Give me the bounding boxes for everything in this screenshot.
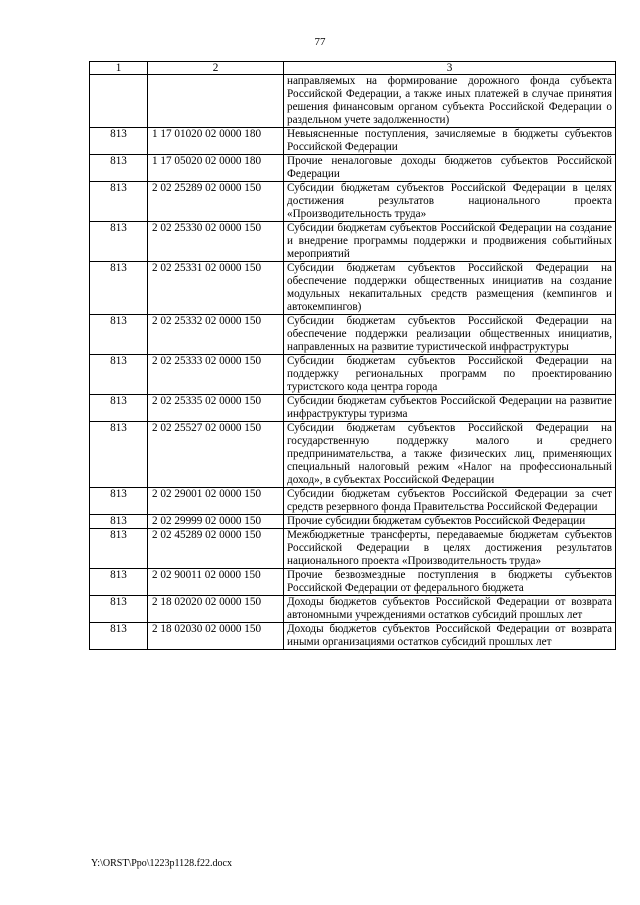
budget-code-cell: 2 02 25335 02 0000 150 (148, 395, 284, 422)
column-header: 1 (90, 62, 148, 75)
admin-code-cell: 813 (90, 515, 148, 529)
table-row (90, 395, 616, 422)
table-row (90, 155, 616, 182)
description-cell: Субсидии бюджетам субъектов Российской Федерации на государственную поддержку малого и среднего предпринимательства, а также физических лиц, применяющих специальный налоговый режим «Налог на профессиональный доход», в субъектах Российской Федерации (284, 422, 616, 488)
admin-code-cell: 813 (90, 395, 148, 422)
budget-code-cell: 2 02 25333 02 0000 150 (148, 355, 284, 395)
table-row (90, 515, 616, 529)
budget-code-cell: 1 17 01020 02 0000 180 (148, 128, 284, 155)
description-cell: Невыясненные поступления, зачисляемые в бюджеты субъектов Российской Федерации (284, 128, 616, 155)
description-cell: Субсидии бюджетам субъектов Российской Федерации на развитие инфраструктуры туризма (284, 395, 616, 422)
description-cell: Прочие безвозмездные поступления в бюджеты субъектов Российской Федерации от федерального бюджета (284, 569, 616, 596)
description-cell: Прочие неналоговые доходы бюджетов субъектов Российской Федерации (284, 155, 616, 182)
budget-code-cell: 2 02 29001 02 0000 150 (148, 488, 284, 515)
table-row (90, 222, 616, 262)
admin-code-cell: 813 (90, 128, 148, 155)
revenue-codes-table (89, 61, 616, 650)
description-cell: Прочие субсидии бюджетам субъектов Российской Федерации (284, 515, 616, 529)
admin-code-cell: 813 (90, 596, 148, 623)
table-row (90, 315, 616, 355)
file-path-footer: Y:\ORST\Ppo\1223p1128.f22.docx (91, 858, 232, 869)
budget-code-cell: 2 02 25330 02 0000 150 (148, 222, 284, 262)
table-row (90, 128, 616, 155)
admin-code-cell: 813 (90, 315, 148, 355)
admin-code-cell: 813 (90, 262, 148, 315)
admin-code-cell: 813 (90, 182, 148, 222)
column-header: 3 (284, 62, 616, 75)
admin-code-cell: 813 (90, 222, 148, 262)
budget-code-cell: 2 18 02020 02 0000 150 (148, 596, 284, 623)
description-cell: направляемых на формирование дорожного фонда субъекта Российской Федерации, а также иных платежей в случае принятия решения финансовым органом субъекта Российской Федерации о раздельном учете задолженности) (284, 75, 616, 128)
budget-code-cell: 2 02 29999 02 0000 150 (148, 515, 284, 529)
budget-code-cell: 2 02 25527 02 0000 150 (148, 422, 284, 488)
table-row (90, 75, 616, 128)
column-header: 2 (148, 62, 284, 75)
table-row (90, 569, 616, 596)
table-row (90, 182, 616, 222)
description-cell: Субсидии бюджетам субъектов Российской Федерации на обеспечение поддержки общественных инициатив на создание модульных некапитальных средств размещения (кемпингов и автокемпингов) (284, 262, 616, 315)
description-cell: Субсидии бюджетам субъектов Российской Федерации в целях достижения результатов национального проекта «Производительность труда» (284, 182, 616, 222)
budget-code-cell: 2 02 45289 02 0000 150 (148, 529, 284, 569)
description-cell: Субсидии бюджетам субъектов Российской Федерации на поддержку региональных программ по проектированию туристского кода центра города (284, 355, 616, 395)
budget-code-cell (148, 75, 284, 128)
table-row (90, 262, 616, 315)
table-row (90, 422, 616, 488)
admin-code-cell: 813 (90, 355, 148, 395)
admin-code-cell: 813 (90, 155, 148, 182)
admin-code-cell: 813 (90, 623, 148, 650)
description-cell: Субсидии бюджетам субъектов Российской Федерации на создание и внедрение программы поддержки и продвижения событийных мероприятий (284, 222, 616, 262)
table-row (90, 488, 616, 515)
budget-code-cell: 2 18 02030 02 0000 150 (148, 623, 284, 650)
budget-code-cell: 2 02 25332 02 0000 150 (148, 315, 284, 355)
table-row (90, 529, 616, 569)
admin-code-cell (90, 75, 148, 128)
admin-code-cell: 813 (90, 422, 148, 488)
budget-code-cell: 2 02 90011 02 0000 150 (148, 569, 284, 596)
description-cell: Субсидии бюджетам субъектов Российской Федерации за счет средств резервного фонда Правительства Российской Федерации (284, 488, 616, 515)
table-row (90, 355, 616, 395)
admin-code-cell: 813 (90, 569, 148, 596)
admin-code-cell: 813 (90, 488, 148, 515)
table-row (90, 623, 616, 650)
budget-code-cell: 2 02 25289 02 0000 150 (148, 182, 284, 222)
budget-code-cell: 1 17 05020 02 0000 180 (148, 155, 284, 182)
table-header-row (90, 62, 616, 75)
description-cell: Межбюджетные трансферты, передаваемые бюджетам субъектов Российской Федерации в целях достижения результатов национального проекта «Производительность труда» (284, 529, 616, 569)
description-cell: Доходы бюджетов субъектов Российской Федерации от возврата автономными учреждениями остатков субсидий прошлых лет (284, 596, 616, 623)
description-cell: Доходы бюджетов субъектов Российской Федерации от возврата иными организациями остатков субсидий прошлых лет (284, 623, 616, 650)
page-number: 77 (314, 36, 326, 48)
admin-code-cell: 813 (90, 529, 148, 569)
budget-code-cell: 2 02 25331 02 0000 150 (148, 262, 284, 315)
description-cell: Субсидии бюджетам субъектов Российской Федерации на обеспечение поддержки реализации общественных инициатив, направленных на развитие туристической инфраструктуры (284, 315, 616, 355)
table-row (90, 596, 616, 623)
